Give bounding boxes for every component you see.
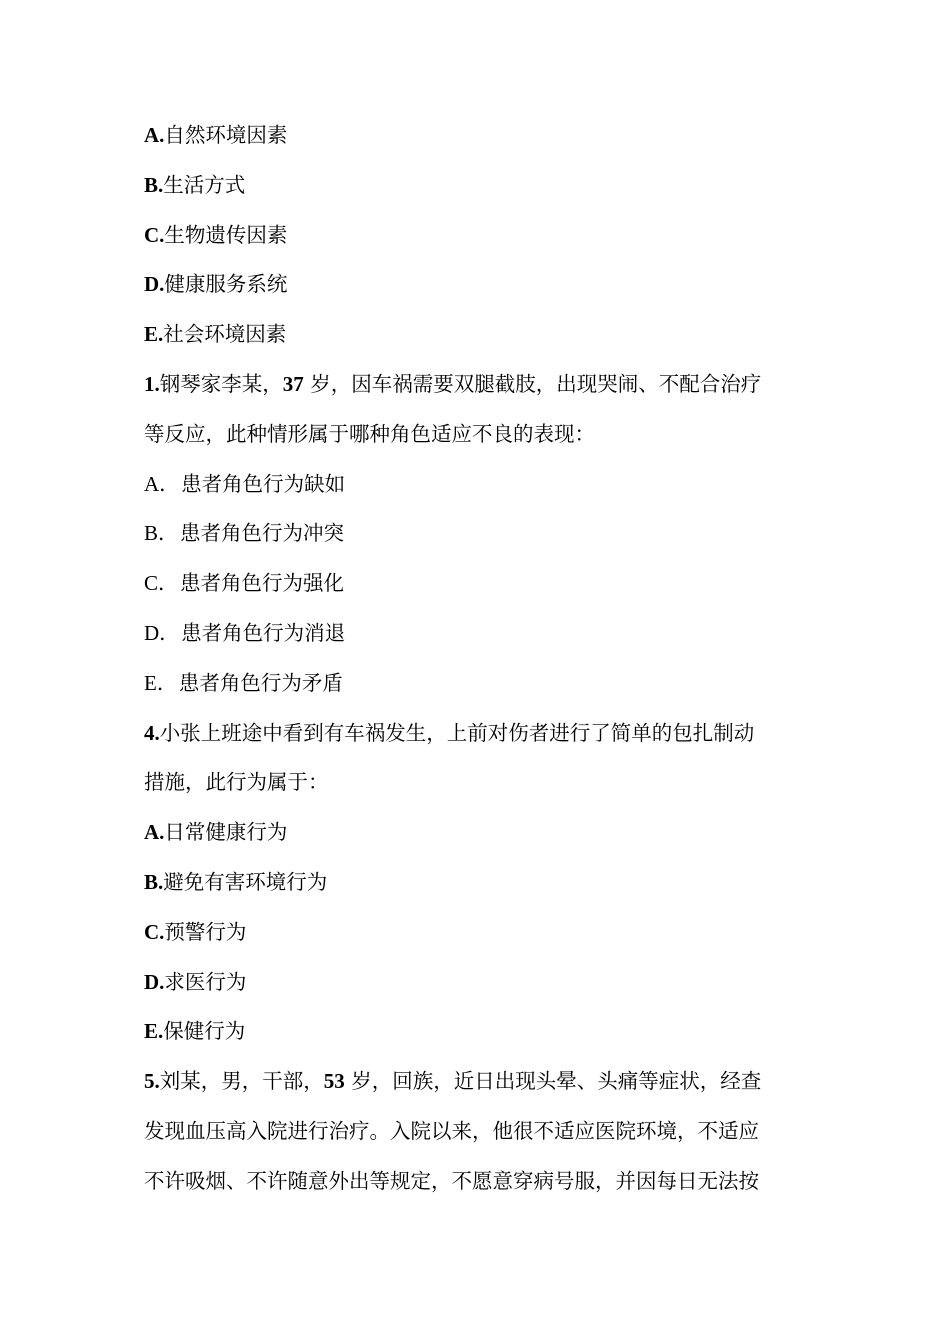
- option-text: 患者角色行为冲突: [180, 521, 345, 546]
- option-e: [144, 310, 814, 360]
- question-4-option-d: [144, 958, 814, 1008]
- option-label: E.: [144, 322, 164, 347]
- question-4-option-e: [144, 1007, 814, 1057]
- option-label: D.: [144, 969, 165, 994]
- question-content: [144, 111, 814, 1207]
- option-text: 预警行为: [164, 919, 247, 944]
- question-1-option-b: [144, 509, 814, 559]
- question-5-stem-line-2: 发现血压高入院进行治疗。入院以来，他很不适应医院环境，不适应: [144, 1118, 759, 1143]
- question-1-stem-line-1: [144, 360, 814, 410]
- option-c: [144, 211, 814, 261]
- question-4-stem-line-1: [144, 709, 814, 759]
- question-4-option-b: [144, 858, 814, 908]
- option-label: C.: [144, 919, 165, 944]
- option-separator: ．: [156, 670, 178, 695]
- question-text: 岁，因车祸需要双腿截肢，出现哭闹、不配合治疗: [303, 371, 762, 396]
- option-text: 患者角色行为缺如: [181, 471, 346, 496]
- question-1-option-e: [144, 659, 814, 709]
- option-text: 求医行为: [164, 969, 247, 994]
- question-4-stem-line-2: 措施，此行为属于：: [144, 770, 329, 795]
- option-label: D: [144, 620, 160, 645]
- option-a: [144, 111, 814, 161]
- option-label: A: [144, 471, 160, 496]
- option-separator: ．: [159, 620, 180, 645]
- option-separator: ．: [158, 521, 179, 546]
- option-text: 患者角色行为消退: [181, 620, 346, 645]
- question-number: 1.: [144, 371, 160, 396]
- option-separator: ．: [159, 471, 180, 496]
- option-text: 患者角色行为强化: [180, 571, 345, 596]
- option-text: 生活方式: [163, 172, 246, 197]
- age-number: 53: [323, 1069, 345, 1094]
- option-label: E: [144, 670, 157, 695]
- question-4-option-c: [144, 908, 814, 958]
- option-text: 社会环境因素: [163, 322, 287, 347]
- question-4-option-a: [144, 808, 814, 858]
- option-label: A.: [144, 123, 165, 147]
- option-text: 保健行为: [163, 1019, 246, 1044]
- option-text: 生物遗传因素: [164, 222, 288, 247]
- option-text: 患者角色行为矛盾: [178, 670, 343, 695]
- option-label: C: [144, 571, 159, 596]
- question-1-option-a: [144, 460, 814, 510]
- question-text: 钢琴家李某，: [159, 371, 283, 396]
- option-text: 自然环境因素: [164, 123, 288, 147]
- option-b: [144, 161, 814, 211]
- question-text: 刘某，男，干部，: [159, 1069, 324, 1094]
- option-label: D.: [144, 272, 165, 297]
- option-label: B: [144, 521, 159, 546]
- option-separator: ．: [158, 571, 179, 596]
- question-5-stem-line-1: [144, 1057, 814, 1107]
- age-number: 37: [282, 371, 304, 396]
- question-number: 5.: [144, 1069, 160, 1094]
- option-label: B.: [144, 172, 164, 197]
- option-label: A.: [144, 820, 165, 845]
- option-text: 健康服务系统: [164, 272, 288, 297]
- question-text: 岁，回族，近日出现头晕、头痛等症状，经查: [344, 1069, 762, 1094]
- question-text: 小张上班途中看到有车祸发生，上前对伤者进行了简单的包扎制动: [159, 720, 755, 745]
- option-label: E.: [144, 1019, 164, 1044]
- option-label: B.: [144, 869, 164, 894]
- question-1-option-c: [144, 559, 814, 609]
- option-text: 避免有害环境行为: [163, 869, 328, 894]
- question-1-stem-line-2: 等反应，此种情形属于哪种角色适应不良的表现：: [144, 421, 595, 446]
- question-1-option-d: [144, 609, 814, 659]
- question-number: 4.: [144, 720, 160, 745]
- option-label: C.: [144, 222, 165, 247]
- option-d: [144, 260, 814, 310]
- question-5-stem-line-3: 不许吸烟、不许随意外出等规定，不愿意穿病号服，并因每日无法按: [144, 1168, 759, 1193]
- option-text: 日常健康行为: [164, 820, 288, 845]
